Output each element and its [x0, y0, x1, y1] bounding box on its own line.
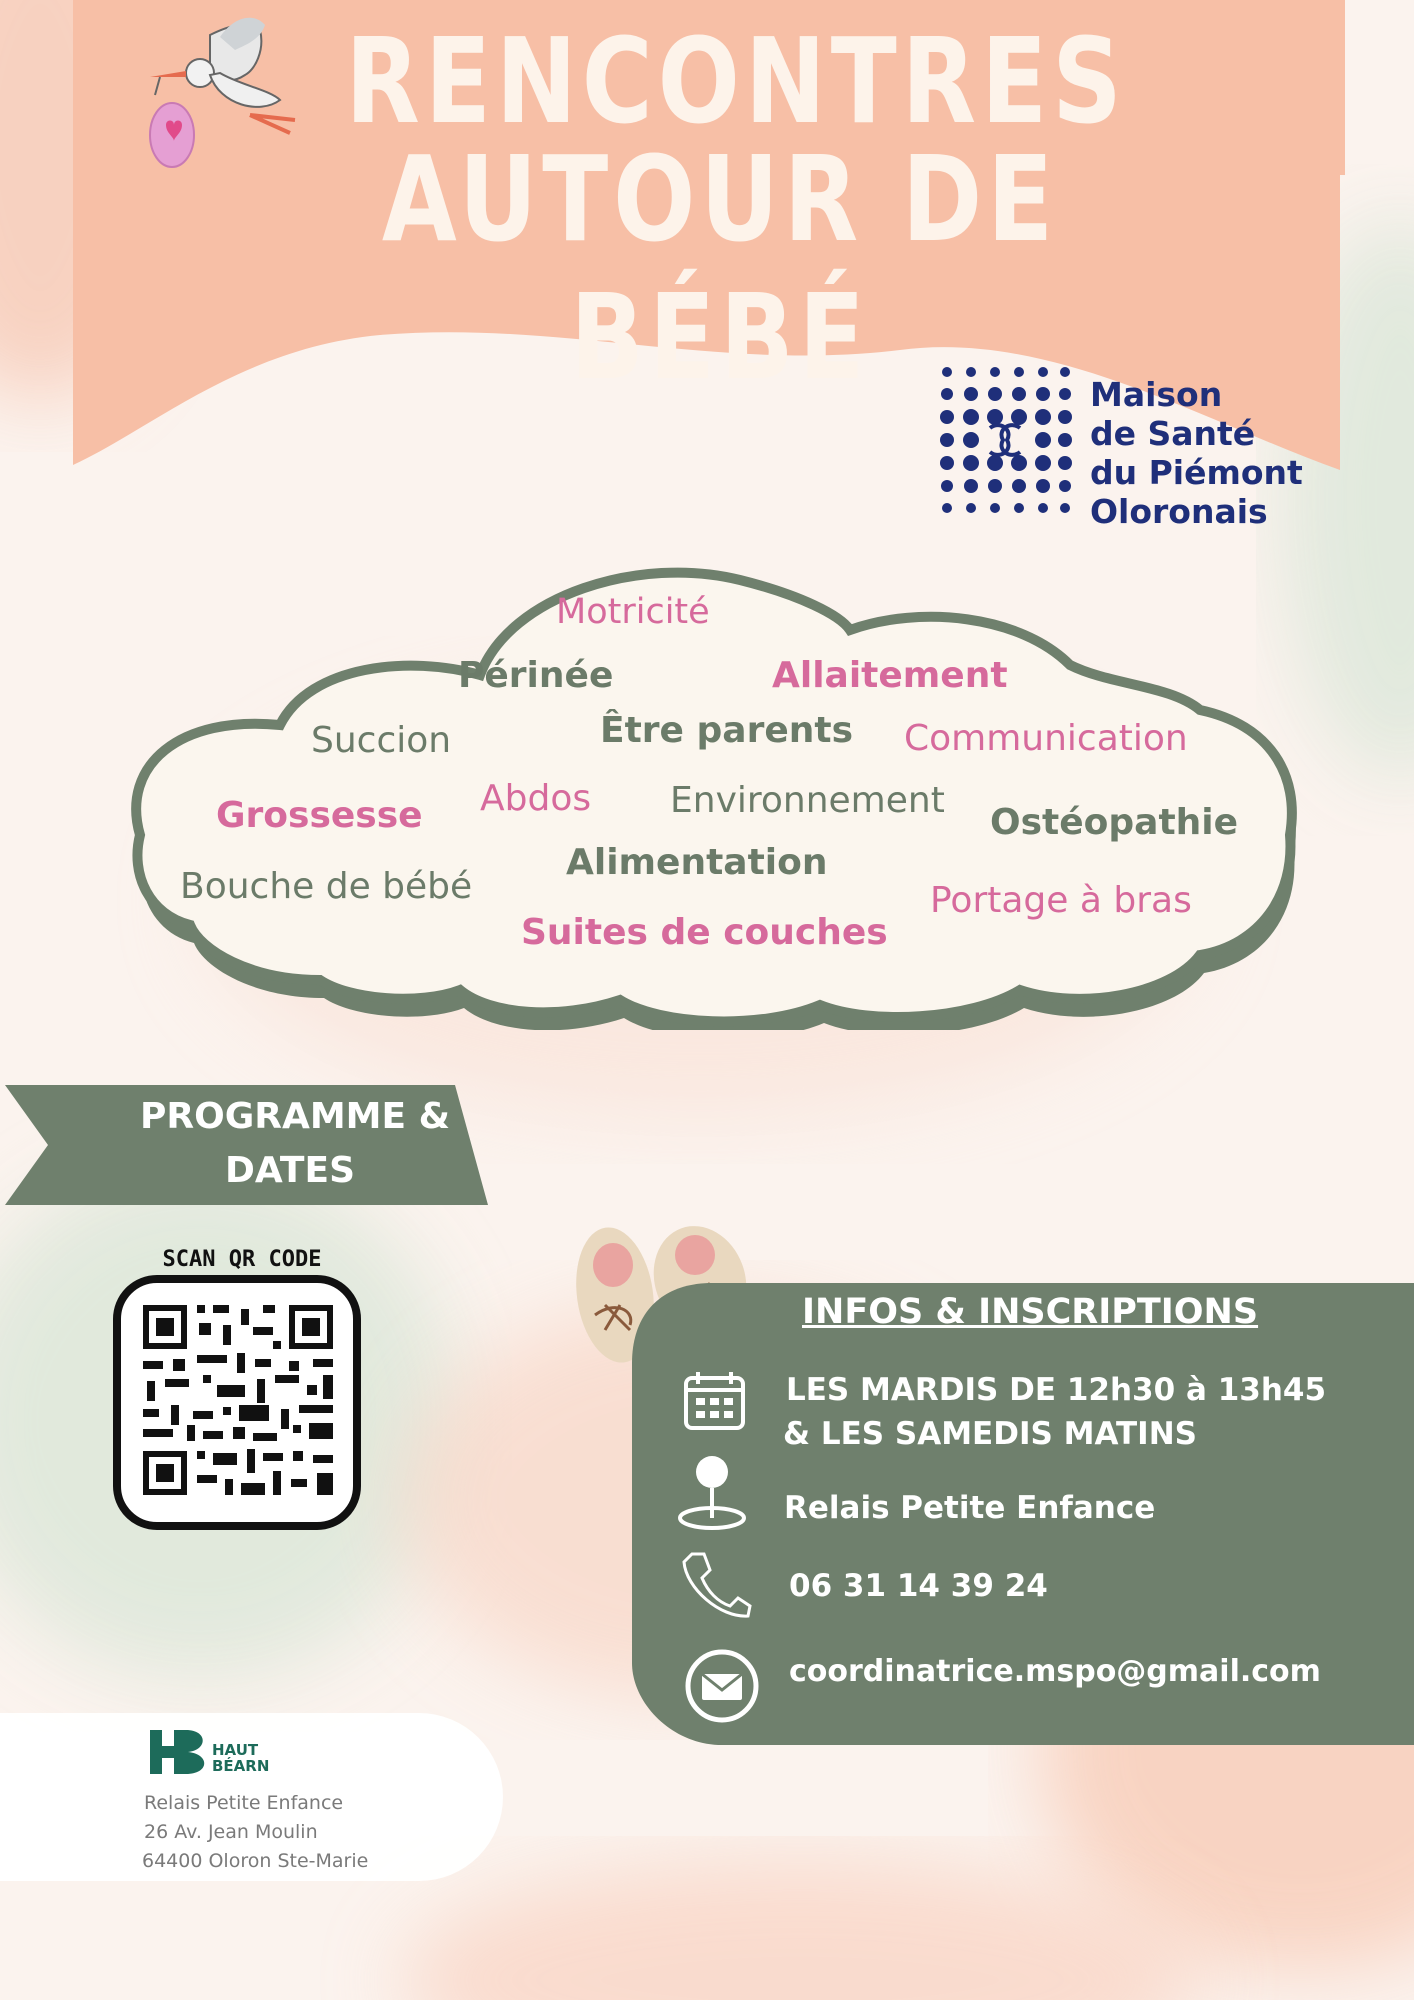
address-line-1: Relais Petite Enfance [144, 1792, 344, 1814]
infos-heading: INFOS & INSCRIPTIONS [802, 1292, 1259, 1332]
word-bouche-de-bebe: Bouche de bébé [180, 866, 473, 907]
logo-text-sante: de Santé [1090, 414, 1256, 453]
phone-icon [680, 1550, 752, 1620]
word-suites-de-couches: Suites de couches [521, 912, 888, 953]
haut-bearn-logo-icon [148, 1726, 210, 1778]
word-etre-parents: Être parents [600, 710, 854, 751]
location-pin-icon [675, 1452, 750, 1532]
qr-caption: SCAN QR CODE [162, 1247, 322, 1272]
word-perinee: Périnée [458, 655, 614, 696]
address-line-3: 64400 Oloron Ste-Marie [142, 1850, 369, 1872]
logo-text-maison: Maison [1090, 375, 1223, 414]
phone-text[interactable]: 06 31 14 39 24 [789, 1568, 1048, 1604]
word-alimentation: Alimentation [566, 842, 828, 883]
logo-text-piemont: du Piémont [1090, 453, 1303, 492]
place-text: Relais Petite Enfance [784, 1490, 1156, 1526]
word-allaitement: Allaitement [772, 655, 1008, 696]
stork-icon [140, 15, 310, 170]
address-line-2: 26 Av. Jean Moulin [144, 1821, 318, 1843]
ribbon-line-1: PROGRAMME & [139, 1096, 450, 1137]
logo-bearn: BÉARN [212, 1757, 270, 1775]
word-osteopathie: Ostéopathie [990, 802, 1239, 843]
schedule-line-1: LES MARDIS DE 12h30 à 13h45 [786, 1372, 1327, 1408]
email-icon [683, 1647, 761, 1725]
title-line-1: RENCONTRES [345, 12, 1127, 150]
word-succion: Succion [311, 720, 452, 761]
qr-code[interactable] [113, 1275, 361, 1530]
word-grossesse: Grossesse [216, 795, 423, 836]
schedule-line-2: & LES SAMEDIS MATINS [783, 1416, 1197, 1452]
word-environnement: Environnement [670, 780, 945, 821]
word-portage-a-bras: Portage à bras [930, 880, 1192, 921]
logo-haut: HAUT [212, 1741, 259, 1759]
title-line-2: AUTOUR DE BÉBÉ [381, 130, 1059, 406]
email-text[interactable]: coordinatrice.mspo@gmail.com [789, 1654, 1321, 1689]
msp-logo-icon [935, 360, 1075, 545]
calendar-icon [682, 1370, 747, 1432]
word-motricite: Motricité [556, 592, 710, 632]
word-communication: Communication [904, 718, 1188, 759]
logo-text-oloronais: Oloronais [1090, 492, 1268, 531]
ribbon-line-2: DATES [224, 1150, 356, 1191]
word-abdos: Abdos [480, 778, 592, 819]
